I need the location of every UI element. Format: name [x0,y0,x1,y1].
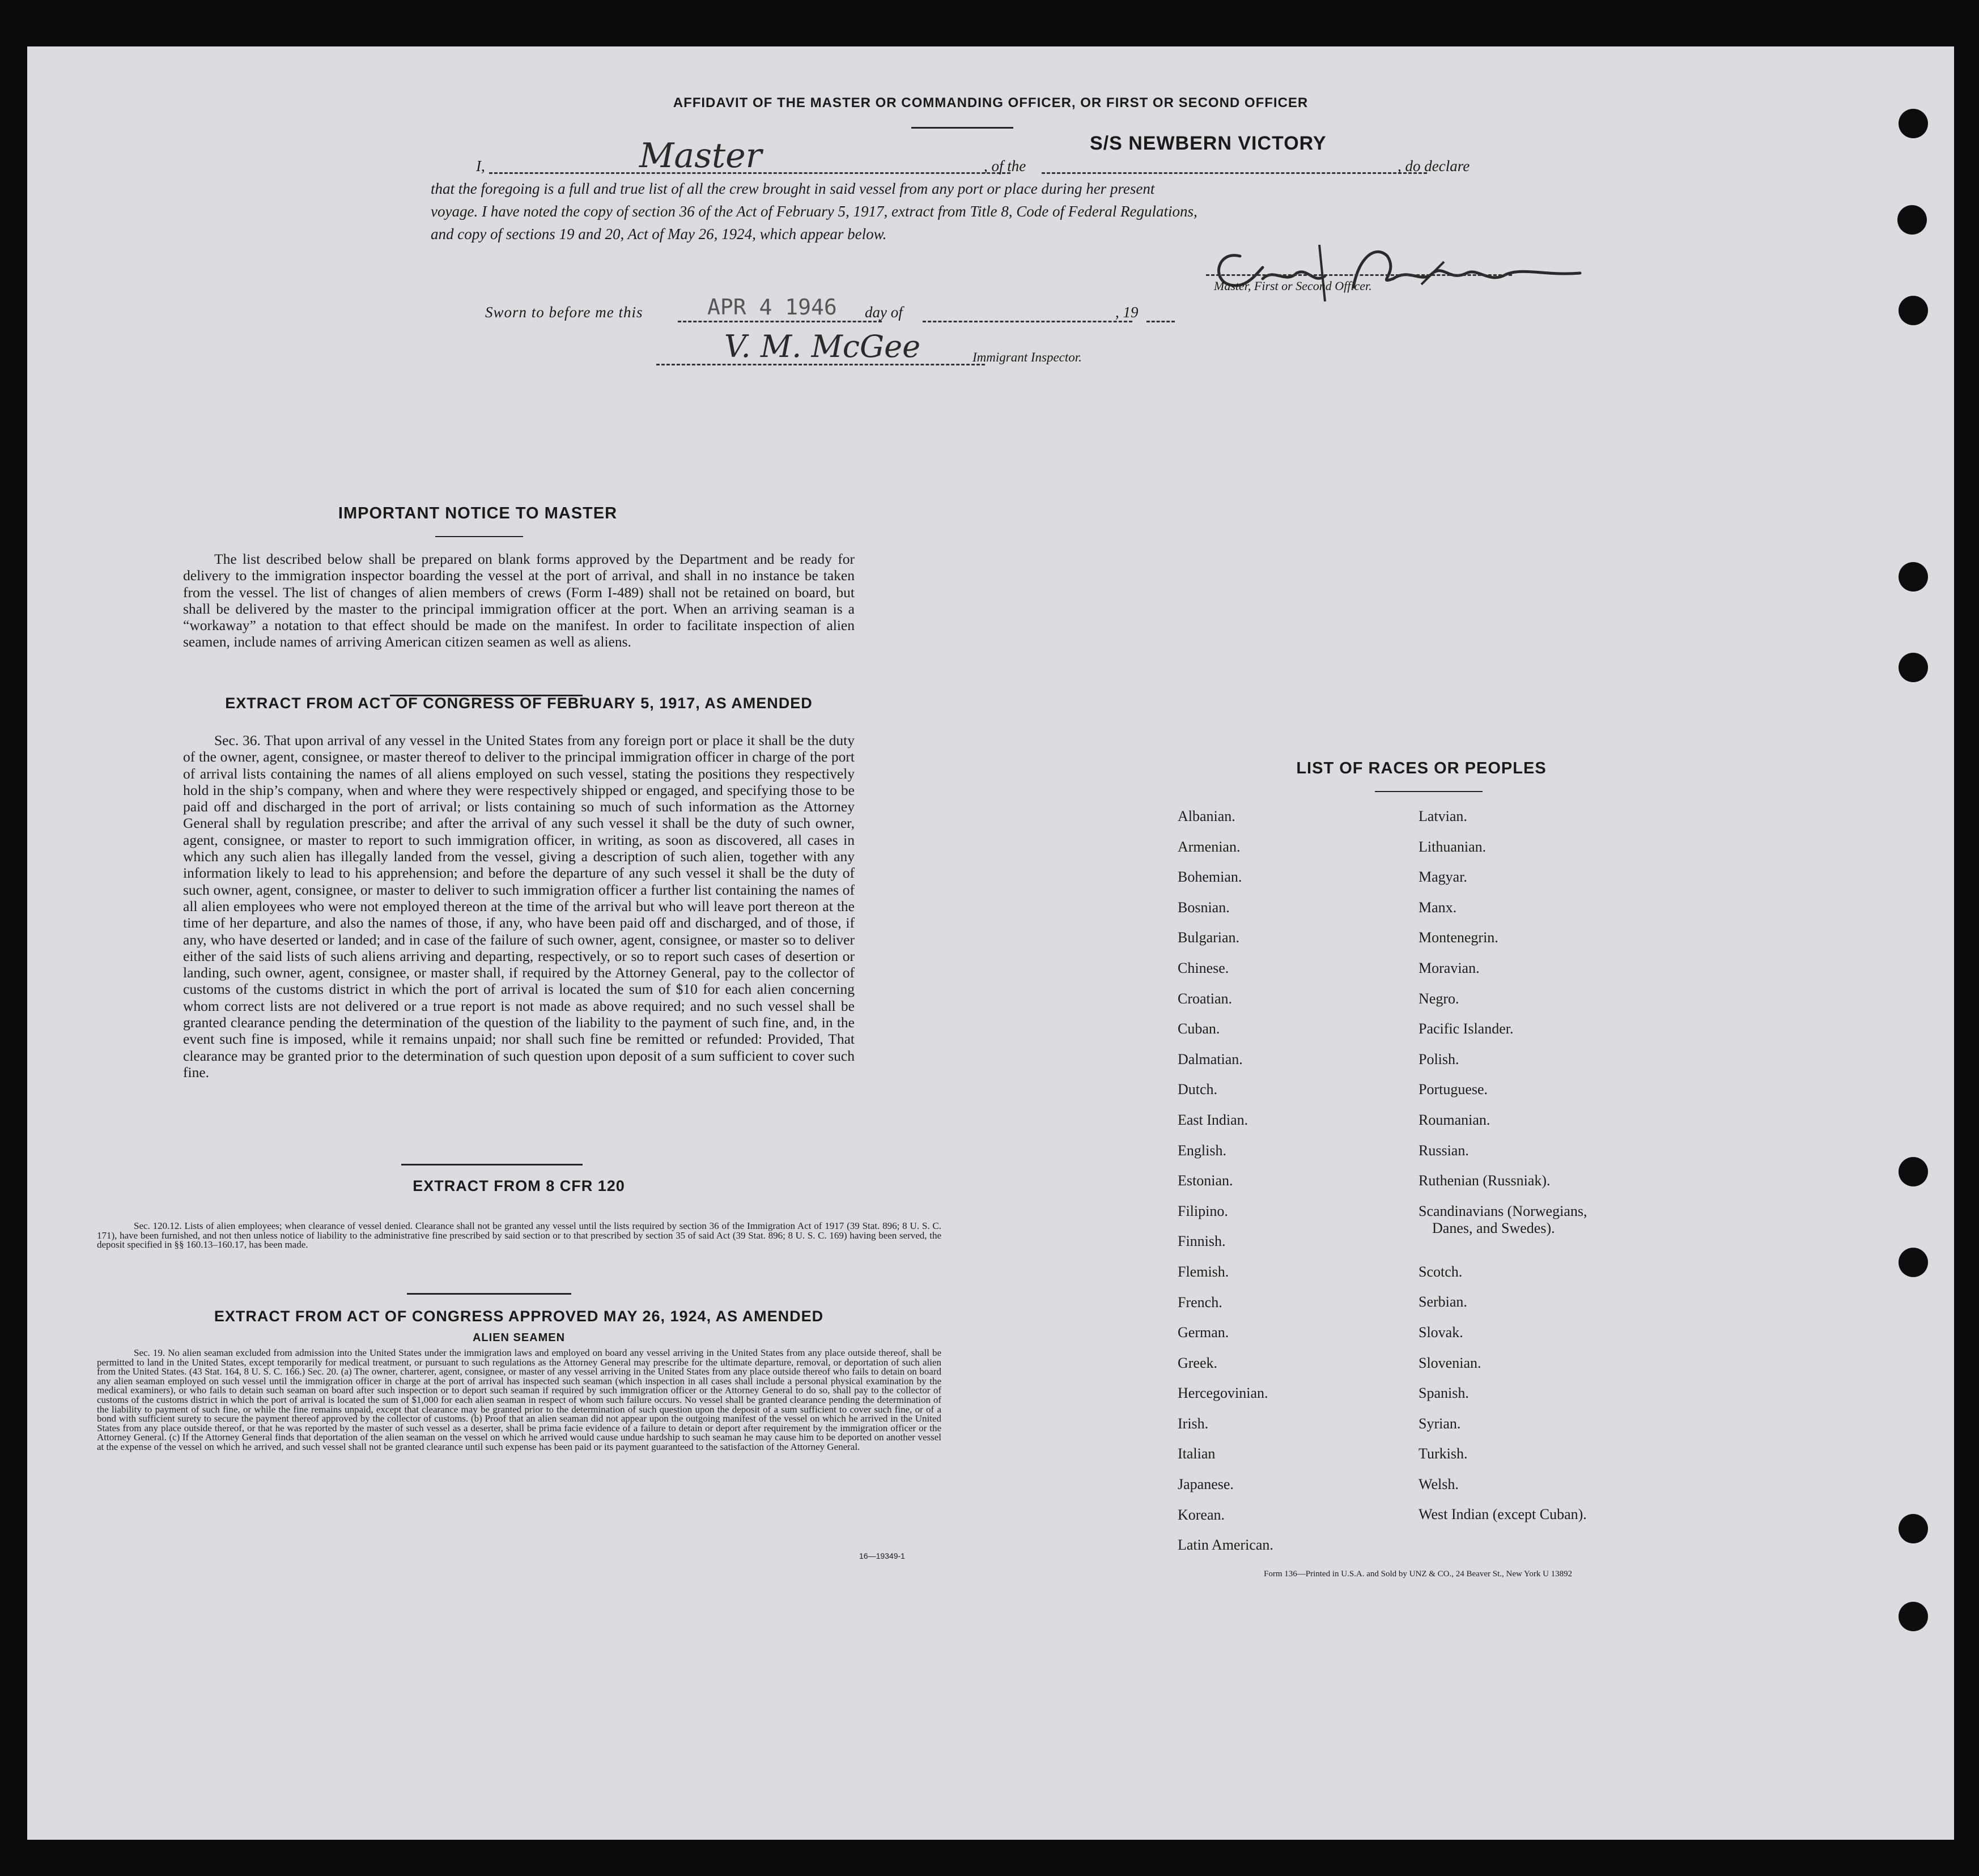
notice-divider [435,536,523,537]
race-item: Bohemian. [1178,869,1242,886]
race-item: Portuguese. [1419,1081,1488,1098]
race-item: Danes, and Swedes). [1432,1219,1555,1236]
race-item: Estonian. [1178,1172,1233,1189]
race-item: Moravian. [1419,959,1480,976]
section-divider-3 [407,1293,571,1295]
punch-hole [1899,562,1928,592]
race-item: East Indian. [1178,1111,1248,1128]
race-item: Syrian. [1419,1415,1461,1432]
race-item: Scandinavians (Norwegians, [1419,1202,1587,1219]
race-item: Turkish. [1419,1445,1468,1462]
race-item: Pacific Islander. [1419,1020,1514,1037]
race-item: Irish. [1178,1415,1209,1432]
affidavit-title: AFFIDAVIT OF THE MASTER OR COMMANDING OFFICER, OR FIRST OR SECOND OFFICER [673,95,1309,110]
race-item: Finnish. [1178,1233,1226,1250]
race-item: Cuban. [1178,1020,1220,1037]
race-item: Filipino. [1178,1202,1228,1219]
races-right-column [1419,808,1587,1537]
race-item: Polish. [1419,1050,1459,1067]
race-item: Manx. [1419,899,1457,916]
race-item: Welsh. [1419,1475,1459,1492]
race-item: Dalmatian. [1178,1050,1243,1067]
extract-1917-title: EXTRACT FROM ACT OF CONGRESS OF FEBRUARY 5, 1917, AS AMENDED [225,695,813,712]
race-item: Ruthenian (Russniak). [1419,1172,1551,1189]
race-item: West Indian (except Cuban). [1419,1506,1587,1523]
race-item: Roumanian. [1419,1111,1490,1128]
sworn-date-stamp: APR 4 1946 [707,295,837,320]
race-item: Latvian. [1419,808,1467,824]
master-signature [1206,233,1591,318]
extract-1924-text: Sec. 19. No alien seaman excluded from admission into the United States under the immigration laws and employed on board any vessel arriving in the United States from any place outside thereof, shall be permitted to land in the United States, except temporarily for medical treatment, or pursuant to such regulations as the Attorney General may prescribe for the ultimate departure, removal, or deportation of such alien from the United States. (43 Stat. 164, 8 U. S. C. 166.) Sec. 20. (a) The owner, charterer, agent, consignee, or master of any vessel arriving in the United States from any place outside thereof who fails to detain on board any alien seaman employed on such vessel until the immigration officer in charge at the port of arrival has inspected such seaman (which inspection in all cases shall include a personal physical examination by the medical examiners), or who fails to detain such seaman on board after such inspection or to deport such seaman if required by such immigration officer or the Attorney General to do so, shall pay to the collector of customs of the customs district in which the port of arrival is located the sum of $1,000 for each alien seaman in respect of whom such failure occurs. No vessel shall be granted clearance pending the determination of the liability to payment of such fine, or while the fine remains unpaid, except that clearance may be granted prior to the determination of such question upon the deposit of a sum sufficient to cover such fine, or of a bond with sufficient surety to secure the payment thereof approved by the collector of customs. (b) Proof that an alien seaman did not appear upon the outgoing manifest of the vessel on which he arrived in the United States from any place outside thereof, or that he was reported by the master of such vessel as a deserter, shall be prima facie evidence of a failure to detain or deport after requirement by the immigration officer or the Attorney General. (c) If the Attorney General finds that deportation of the alien seaman on the vessel on which he arrived would cause undue hardship to such seaman he may cause him to be deported on another vessel at the expense of the vessel on which he arrived, and such vessel shall not be granted clearance until such expense has been paid or its payment guaranteed to the satisfaction of the Attorney General. [97,1347,941,1452]
extract-cfr-title: EXTRACT FROM 8 CFR 120 [413,1177,625,1194]
affidavit-body-line-3: and copy of sections 19 and 20, Act of May 26, 1924, which appear below. [431,226,887,243]
sworn-prefix: Sworn to before me this [485,304,643,321]
signature-label: Master, First or Second Officer. [1214,279,1372,293]
race-item: German. [1178,1324,1229,1341]
signature-line [1206,274,1512,276]
extract-1924-title: EXTRACT FROM ACT OF CONGRESS APPROVED MAY 26, 1924, AS AMENDED [214,1308,824,1325]
punch-hole [1899,296,1928,325]
punch-hole [1899,1514,1928,1543]
races-divider [1375,791,1483,792]
race-item: Slovak. [1419,1324,1463,1341]
year-label: , 19 [1115,304,1139,321]
race-item: Montenegrin. [1419,929,1498,946]
sworn-date-line [678,321,882,322]
race-item: French. [1178,1294,1222,1311]
race-item: Scotch. [1419,1263,1463,1280]
do-declare-label: , do declare [1398,158,1470,175]
section-divider-2 [401,1164,583,1165]
of-the-label: , of the [984,158,1026,175]
master-name-handwritten: Master [639,136,762,176]
inspector-signature: V. M. McGee [724,329,921,364]
race-item: Negro. [1419,990,1459,1007]
race-item: Spanish. [1419,1385,1469,1402]
race-item: Japanese. [1178,1476,1234,1493]
punch-hole [1899,109,1928,138]
punch-hole [1899,1602,1928,1631]
extract-cfr-text: Sec. 120.12. Lists of alien employees; when clearance of vessel denied. Clearance shall not be granted any vessel until the lists required by section 36 of the Immigration Act of 1917 (39 Stat. 896; 8 U. S. C. 171), have been furnished, and not then unless notice of liability to the administrative fine prescribed by said section or to that prescribed by section 35 of said Act (39 Stat. 896; 8 U. S. C. 169) having been served, the deposit specified in §§ 160.13–160.17, has been made. [97,1220,941,1250]
race-item: Korean. [1178,1506,1225,1523]
race-item: Bulgarian. [1178,929,1240,946]
punch-hole [1897,205,1927,235]
notice-title: IMPORTANT NOTICE TO MASTER [338,504,618,522]
extract-1924-subtitle: ALIEN SEAMEN [472,1332,566,1344]
affidavit-i-prefix: I, [476,158,485,175]
races-left-column [1178,808,1273,1559]
month-line [923,321,1132,322]
punch-hole [1899,1157,1928,1186]
notice-text: The list described below shall be prepared on blank forms approved by the Department and be ready for delivery to the immigration inspector boarding the vessel at the port of arrival, and shall in no instance be taken from the vessel. The list of changes of alien members of crews (Form I-489) shall not be retained on board, but shall be delivered by the master to the principal immigration officer at the port. When an arriving seaman is a “workaway” a notation to that effect should be made on the manifest. In order to facilitate inspection of alien seamen, include names of arriving American citizen seamen as well as aliens. [183,551,855,650]
punch-hole [1899,1248,1928,1277]
form-code: 16—19349-1 [859,1551,905,1560]
race-item: Dutch. [1178,1081,1218,1098]
race-item: Lithuanian. [1419,838,1487,855]
race-item: Bosnian. [1178,899,1230,916]
year-line [1146,321,1175,322]
vessel-name: S/S NEWBERN VICTORY [1090,133,1327,154]
races-title: LIST OF RACES OR PEOPLES [1296,759,1547,777]
document-page [27,46,1954,1840]
form-printer-note: Form 136—Printed in U.S.A. and Sold by UNZ & CO., 24 Beaver St., New York U 13892 [1264,1569,1573,1579]
race-item: Magyar. [1419,869,1467,886]
affidavit-body-line-2: voyage. I have noted the copy of section 36 of the Act of February 5, 1917, extract from Title 8, Code of Federal Regulations, [431,203,1197,220]
title-divider [911,127,1013,129]
race-item: Croatian. [1178,990,1233,1007]
inspector-label: Immigrant Inspector. [972,350,1082,364]
race-item: Serbian. [1419,1294,1467,1311]
race-item: Greek. [1178,1354,1218,1371]
race-item: Albanian. [1178,808,1235,824]
race-item: English. [1178,1142,1226,1159]
race-item: Latin American. [1178,1537,1273,1554]
punch-hole [1899,653,1928,682]
race-item: Chinese. [1178,959,1229,976]
vessel-line [1042,172,1427,174]
race-item: Hercegovinian. [1178,1385,1268,1402]
affidavit-body-line-1: that the foregoing is a full and true list of all the crew brought in said vessel from any port or place during her present [431,180,1155,197]
race-item: Slovenian. [1419,1354,1481,1371]
race-item: Armenian. [1178,838,1241,855]
day-of-label: day of [865,304,903,321]
race-item: Russian. [1419,1142,1469,1159]
race-item: Flemish. [1178,1263,1229,1280]
race-item: Italian [1178,1445,1216,1462]
extract-1917-text: Sec. 36. That upon arrival of any vessel in the United States from any foreign port or place it shall be the duty of the owner, agent, consignee, or master thereof to deliver to the principal immigration officer in charge of the port of arrival lists containing the names of all aliens employed on such vessel, stating the positions they respectively hold in the ship’s company, when and where they were respectively shipped or engaged, and specifying those to be paid off and discharged in the port of arrival; or lists containing so much of such information as the Attorney General shall by regulation prescribe; and after the arrival of any such vessel it shall be the duty of such owner, agent, consignee, or master to report to such immigration officer, in writing, as soon as discovered, all cases in which any such alien has illegally landed from the vessel, giving a description of such alien, together with any information likely to lead to his apprehension; and before the departure of any such vessel it shall be the duty of such owner, agent, consignee, or master to deliver to such immigration officer a further list containing the names of all alien employees who were not employed thereon at the time of the arrival but who will leave port thereon at the time of her departure, and also the names of those, if any, who have been paid off and discharged, and of those, if any, who have deserted or landed; and in case of the failure of such owner, agent, consignee, or master so to deliver either of the said lists of such aliens arriving and departing, respectively, or so to report such cases of desertion or landing, such owner, agent, consignee, or master shall, if required by the Attorney General, pay to the collector of customs of the customs district in which the port of arrival is located the sum of $10 for each alien concerning whom correct lists are not delivered or a true report is not made as above required; and no such vessel shall be granted clearance pending the determination of the question of the liability to the payment of such fine, and, in the event such fine is imposed, while it remains unpaid; nor shall such fine be remitted or refunded: Provided, That clearance may be granted prior to the determination of such question upon deposit of a sum sufficient to cover such fine. [183,732,855,1080]
